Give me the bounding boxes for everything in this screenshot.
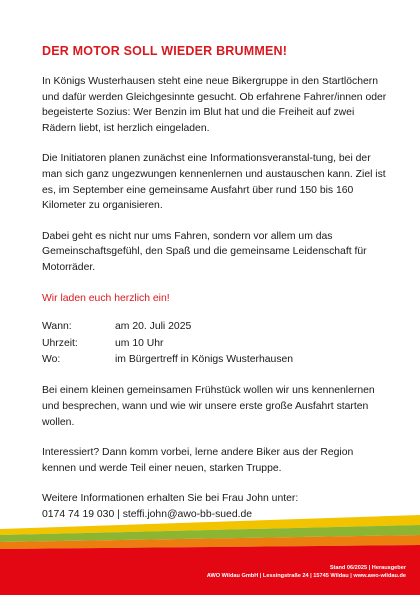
interest-paragraph: Interessiert? Dann komm vorbei, lerne andere Biker aus der Region kennen und werde Teil einer neuen, starken Truppe. xyxy=(42,447,354,474)
detail-row-date xyxy=(42,319,387,335)
detail-label: Uhrzeit: xyxy=(42,337,78,349)
community-paragraph: Dabei geht es nicht nur ums Fahren, sondern vor allem um das Gemeinschaftsgefühl, den Spaß und die gemeinsame Leidenschaft für Motorräder. xyxy=(42,230,367,273)
invitation-line: Wir laden euch herzlich ein! xyxy=(42,292,170,304)
intro-paragraph: In Königs Wusterhausen steht eine neue Bikergruppe in den Startlöchern und dafür werden Gleichgesinnte gesucht. Ob erfahrene Fahrer/innen oder begeisterte Sozius: Wer Benzin im Blut hat und die Freiheit auf zwei Rädern liebt, ist herzlich eingeladen. xyxy=(42,76,387,134)
plan-paragraph: Die Initiatoren planen zunächst eine Informationsveranstal-tung, bei der man sich ganz ungezwungen kennenlernen und austauschen kann. Ziel ist es, im September eine gemeinsame Ausfahrt über rund 150 bis 160 Kilometer zu organisieren. xyxy=(42,153,386,212)
detail-value: um 10 Uhr xyxy=(115,337,164,349)
headline: DER MOTOR SOLL WIEDER BRUMMEN! xyxy=(42,44,288,58)
detail-label: Wann: xyxy=(42,321,72,333)
detail-row-time xyxy=(42,336,387,352)
detail-value: im Bürgertreff in Königs Wusterhausen xyxy=(115,353,294,365)
footer-address: AWO Wildau GmbH | Lessingstraße 24 | 15745 Wildau | www.awo-wildau.de xyxy=(206,573,406,580)
detail-label: Wo: xyxy=(42,353,61,365)
detail-value: am 20. Juli 2025 xyxy=(115,321,192,333)
footer-band xyxy=(0,515,420,595)
footer-imprint xyxy=(207,564,406,581)
detail-row-location xyxy=(42,352,387,368)
flyer-content xyxy=(42,44,387,523)
contact-intro: Weitere Informationen erhalten Sie bei Frau John unter: xyxy=(42,493,299,505)
breakfast-paragraph: Bei einem kleinen gemeinsamen Frühstück wollen wir uns kennenlernen und besprechen, wann und wie wir unsere erste große Ausfahrt starten wollen. xyxy=(42,385,375,428)
contact-phone-email: 0174 74 19 030 | steffi.john@awo-bb-sued.de xyxy=(42,508,253,520)
footer-status: Stand 06/2025 | Herausgeber xyxy=(329,564,406,571)
footer-stripes xyxy=(0,515,420,595)
event-details xyxy=(42,319,387,368)
